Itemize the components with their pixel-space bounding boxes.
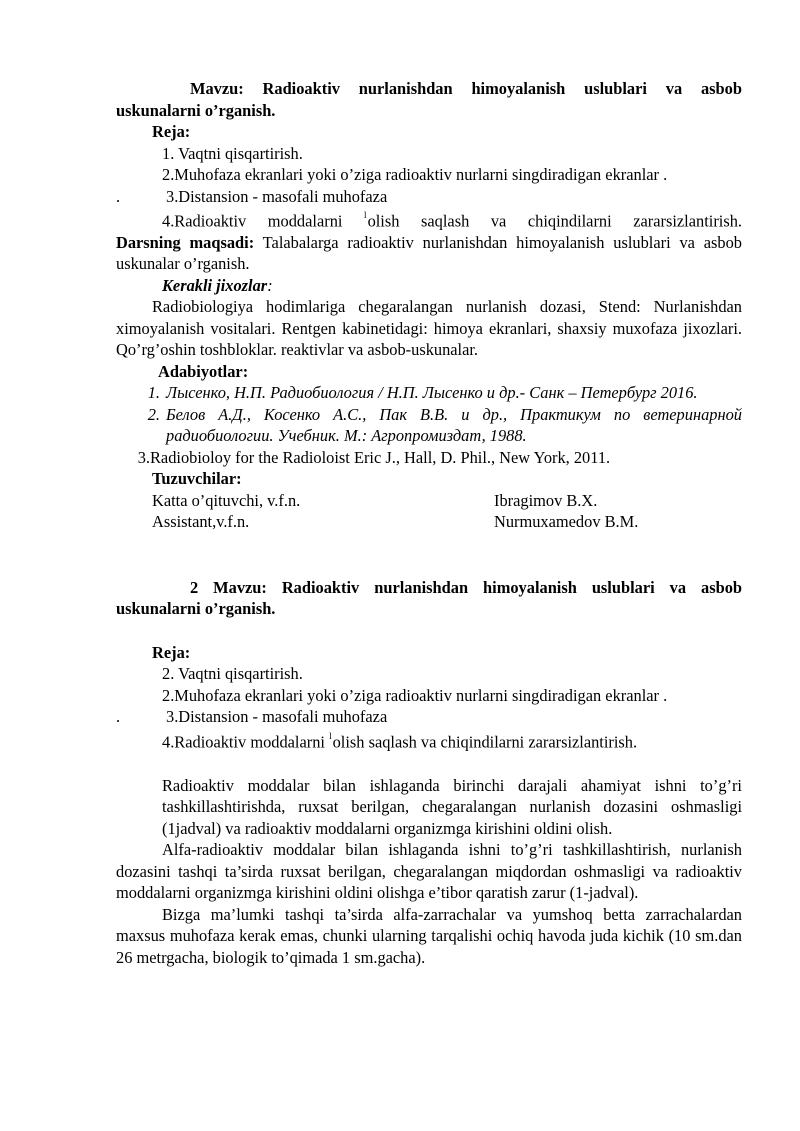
stray-dot: . — [116, 707, 121, 727]
literature-item-3: 3. Radiobioloy for the Radioloist Eric J., Hall, D. Phil., New York, 2011. — [137, 447, 611, 467]
section1-plan-heading: Reja: — [152, 122, 191, 141]
section1-plan-item-2: 2.Muhofaza ekranlari yoki o’ziga radioaktiv nurlarni singdiradigan ekranlar . — [162, 165, 668, 184]
goal-label: Darsning maqsadi: — [116, 232, 255, 252]
literature-item-2: 2. Белов А.Д., Косенко А.С., Пак В.В. и др., Практикум по ветеринарной радиобиологии. Учебник. М.: Агропромиздат, 1988. — [147, 404, 742, 446]
section2-plan-item-3: 3.Distansion - masofali muhofaza — [166, 707, 388, 727]
section2-plan-item-3-line — [116, 706, 742, 728]
equipment-text: Radiobiologiya hodimlariga chegaralangan nurlanish dozasi, Stend: Nurlanishdan ximoyalanish vositalari. Rentgen kabinetidagi: himoya ekranlari, shaxsiy muxofaza jixozlari. Qo’rg’oshin toshbloklar. reaktivlar va asbob-uskunalar. — [116, 297, 742, 360]
section1-plan-item-4: 4.Radioaktiv moddalarni $^l$olish saqlash va chiqindilarni zararsizlantirish. — [162, 210, 742, 231]
superscript-mark: l — [364, 210, 367, 220]
section1-plan-item-1: 1. Vaqtni qisqartirish. — [162, 143, 303, 163]
document-page — [116, 78, 742, 968]
superscript-mark: l — [329, 730, 332, 741]
compiler-row-2: Assistant,v.f.n. Nurmuxamedov B.M. — [152, 512, 639, 532]
section1-goal — [116, 232, 742, 275]
literature-item-1: 1. Лысенко, Н.П. Радиобиология / Н.П. Лысенко и др.- Санк – Петербург 2016. — [147, 383, 698, 403]
section1-title-line2: uskunalarni o’rganish. — [116, 100, 276, 120]
section2-title-line2: uskunalarni o’rganish. — [116, 599, 276, 619]
equipment-heading: Kerakli jixozlar: — [162, 275, 273, 295]
section2-plan-item-2: 2.Muhofaza ekranlari yoki o’ziga radioaktiv nurlarni singdiradigan ekranlar . — [162, 685, 668, 705]
section2-title-line1: 2 Mavzu: Radioaktiv nurlanishdan himoyalanish uslublari va asbob — [190, 577, 742, 597]
goal-text: Talabalarga radioaktiv nurlanishdan himoyalanish uslublari va asbob uskunalar o’rganish. — [116, 232, 742, 274]
section2-plan-heading: Reja: — [152, 642, 191, 662]
stray-dot: . — [116, 186, 121, 206]
section2-paragraph-2: Alfa-radioaktiv moddalar bilan ishlaganda ishni to’g’ri tashkillashtirish, nurlanish dozasini tashqi ta’sirda ruxsat berilgan, chegaralangan miqdordan oshmasligi va radioaktiv moddalarni organizmga kirishini oldini olishga e’tibor qaratish zarur (1-jadval). — [116, 840, 742, 903]
section2-paragraph-3: Bizga ma’lumki tashqi ta’sirda alfa-zarrachalar va yumshoq betta zarrachalardan maxsus muhofaza kerak emas, chunki ularning tarqalishi ochiq havoda juda kichik (10 sm.dan 26 metrgacha, biologik to’qimada 1 sm.gacha). — [116, 904, 742, 967]
section2-plan-item-1: 2. Vaqtni qisqartirish. — [162, 664, 303, 684]
section1-title-line1: Mavzu: Radioaktiv nurlanishdan himoyalanish uslublari va asbob — [190, 79, 742, 98]
section1-plan-item-3: 3.Distansion - masofali muhofaza — [166, 186, 388, 206]
section2-paragraph-1: Radioaktiv moddalar bilan ishlaganda birinchi darajali ahamiyat ishni to’g’ri tashkillashtirishda, ruxsat berilgan, chegaralangan nurlanish dozasini oshmasligi (1jadval) va radioaktiv moddalarni organizmga kirishini oldini olish. — [162, 775, 742, 838]
compilers-heading: Tuzuvchilar: — [152, 469, 242, 489]
literature-heading: Adabiyotlar: — [158, 361, 249, 381]
compiler-row-1: Katta o’qituvchi, v.f.n. Ibragimov B.X. — [152, 490, 598, 510]
section1-plan-item-3-line — [116, 186, 742, 208]
section2-plan-item-4: 4.Radioaktiv moddalarni $^l$olish saqlash va chiqindilarni zararsizlantirish. — [162, 730, 638, 752]
